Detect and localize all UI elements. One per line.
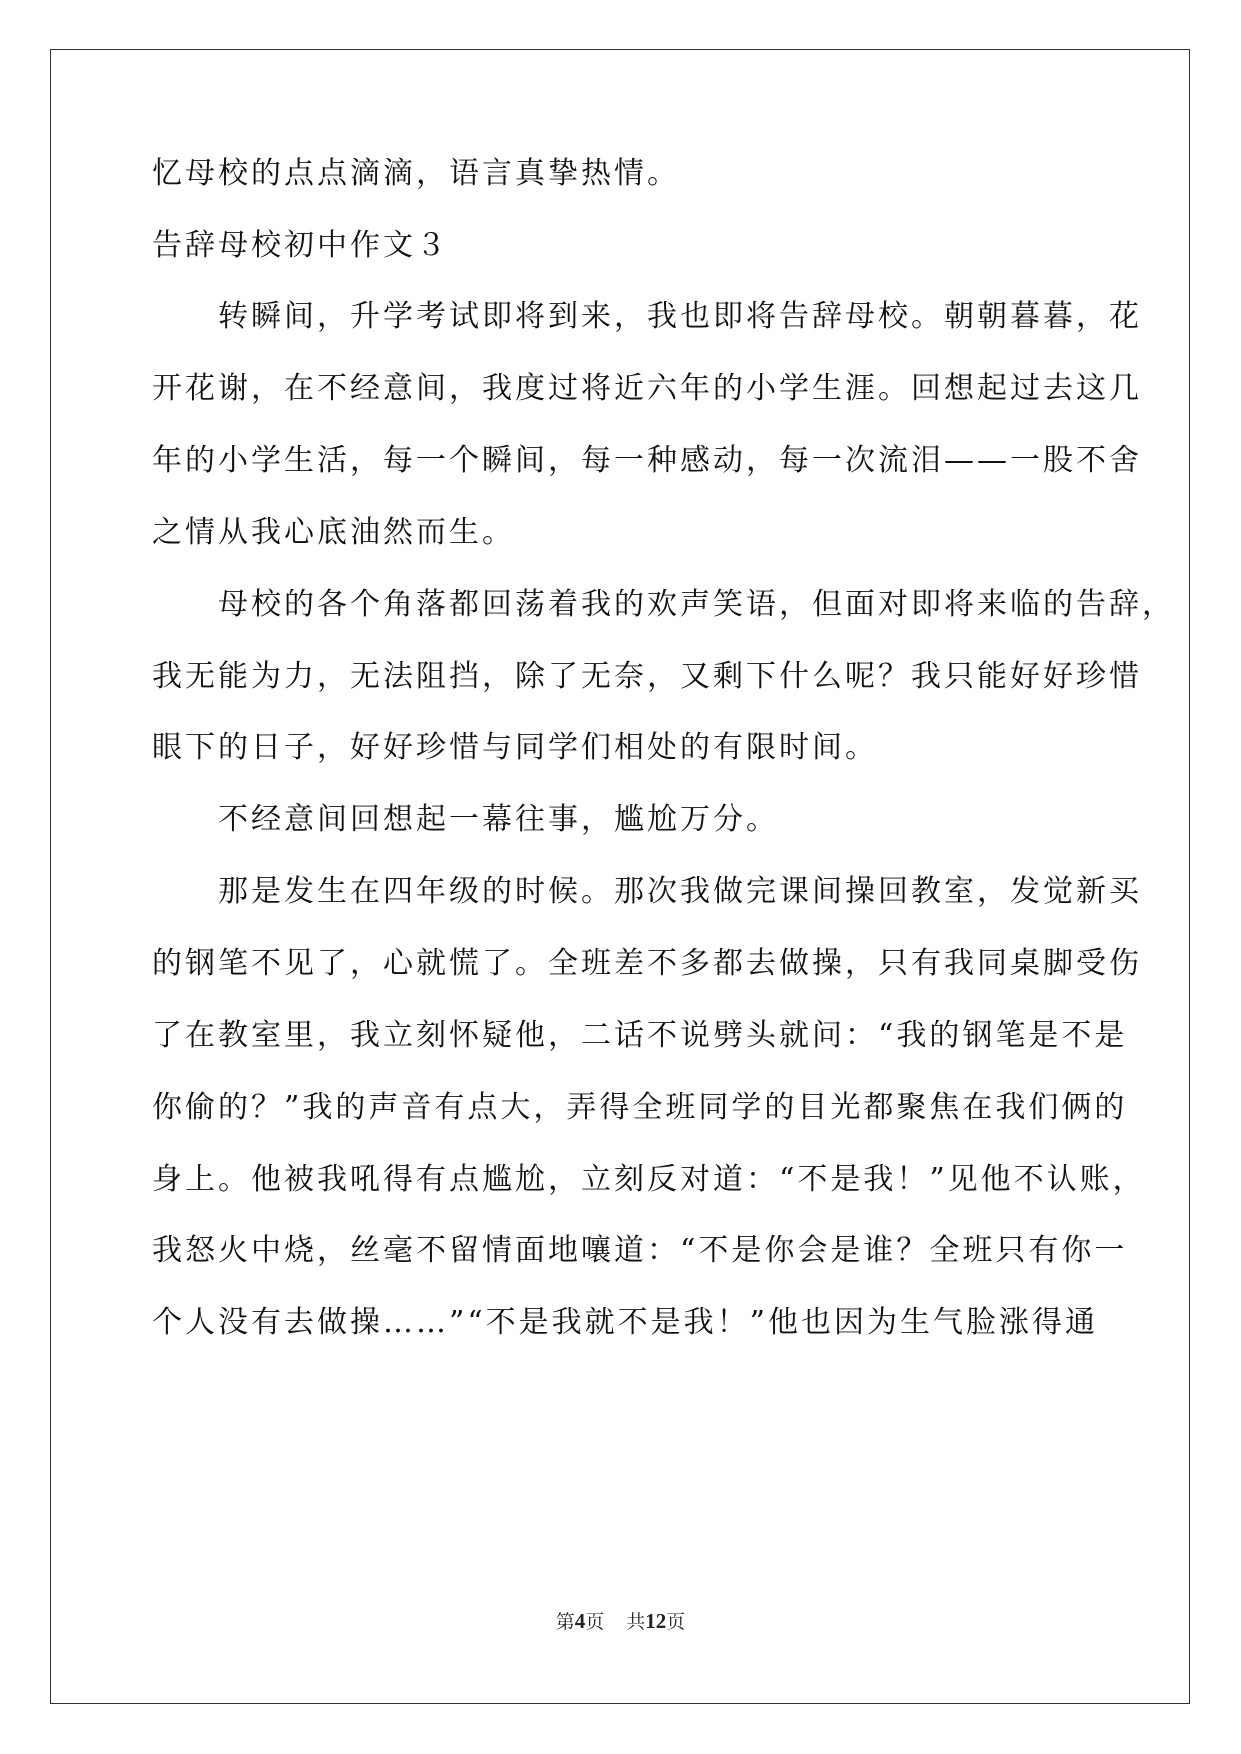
text-line: 眼下的日子，好好珍惜与同学们相处的有限时间。 <box>152 730 878 765</box>
text-line: 之情从我心底油然而生。 <box>152 515 515 550</box>
text-line: 的钢笔不见了，心就慌了。全班差不多都去做操，只有我同桌脚受伤 <box>152 946 1142 981</box>
text-line: 忆母校的点点滴滴，语言真挚热情。 <box>152 156 680 191</box>
text-line: 我怒火中烧，丝毫不留情面地嚷道：“不是你会是谁？全班只有你一 <box>152 1233 1128 1268</box>
footer-total-suffix: 页 <box>666 1611 686 1633</box>
text-line: 了在教室里，我立刻怀疑他，二话不说劈头就问：“我的钢笔是不是 <box>152 1018 1128 1053</box>
footer-total-prefix: 共 <box>626 1611 646 1633</box>
text-line: 母校的各个角落都回荡着我的欢声笑语，但面对即将来临的告辞， <box>152 587 1175 622</box>
text-line: 转瞬间，升学考试即将到来，我也即将告辞母校。朝朝暮暮，花 <box>152 299 1142 334</box>
footer-prefix: 第 <box>555 1611 575 1633</box>
text-line: 不经意间回想起一幕往事，尴尬万分。 <box>152 802 779 837</box>
text-line: 开花谢，在不经意间，我度过将近六年的小学生涯。回想起过去这几 <box>152 371 1142 406</box>
footer-page-suffix: 页 <box>585 1611 605 1633</box>
text-line: 身上。他被我吼得有点尴尬，立刻反对道：“不是我！”见他不认账， <box>152 1162 1146 1197</box>
total-pages: 12 <box>645 1609 667 1633</box>
text-line: 你偷的？”我的声音有点大，弄得全班同学的目光都聚焦在我们俩的 <box>152 1090 1128 1125</box>
page-number: 4 <box>574 1609 586 1633</box>
text-line: 年的小学生活，每一个瞬间，每一种感动，每一次流泪——一股不舍 <box>152 443 1142 478</box>
text-line: 我无能为力，无法阻挡，除了无奈，又剩下什么呢？我只能好好珍惜 <box>152 659 1142 694</box>
text-line: 个人没有去做操……”“不是我就不是我！”他也因为生气脸涨得通 <box>152 1305 1099 1340</box>
page-footer <box>0 1608 1241 1635</box>
section-heading: 告辞母校初中作文３ <box>152 228 449 263</box>
text-line: 那是发生在四年级的时候。那次我做完课间操回教室，发觉新买 <box>152 874 1142 909</box>
